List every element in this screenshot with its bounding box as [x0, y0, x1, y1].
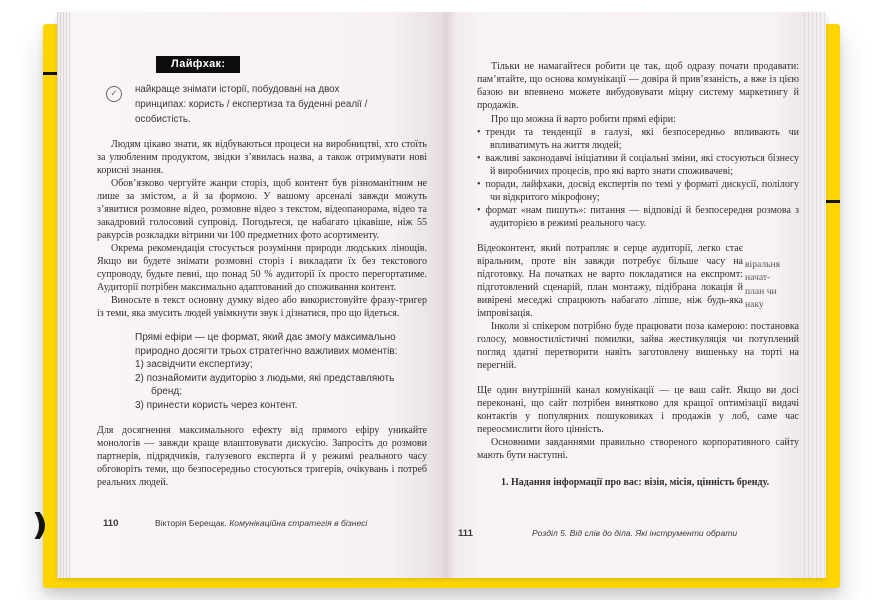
ghost-fragment: план чи — [745, 285, 777, 297]
footer-left — [103, 518, 367, 529]
lifehack-label: Лайфхак: — [156, 56, 240, 73]
body-paragraph: Інколи зі спікером потрібно буде працювати поза камерою: постановка голосу, мовностилістичні помилки, зайва жестикуляція чи потуплений погляд здатні перетворити навіть заготовлену вишеньку на торті на перегній. — [477, 321, 799, 371]
body-paragraph: Ще один внутрішній канал комунікації — це ваш сайт. Якщо ви досі переконані, що сайт потрібен винятково для кращої оптимізації видачі контактів у популярних пошуковиках і продажів у лоб, саме час переосмислити його цінність. — [477, 385, 799, 435]
list-item-text: формат «нам пишуть»: питання — відповіді й безпосередня розмова з аудиторією в режимі реального часу. — [485, 205, 799, 229]
callout-item: 1) засвідчити експертизу; — [135, 359, 253, 371]
list-item — [477, 178, 799, 204]
body-paragraph: Обов’язково чергуйте жанри сторіз, щоб контент був різноманітним не лише за змістом, а й за формою. У вашому арсеналі завжди можуть з’явитися розмовне відео, розмовне відео з текстом, відеопанорама, відео та закадровий голосовий супровід. Погодьтеся, це набагато цікавіше, ніж 55 ракурсів розкладки вітрини чи 100 предметних фото асортименту. — [97, 178, 427, 241]
page-edge-right — [804, 12, 826, 578]
bullet-icon: • — [477, 205, 481, 216]
callout-item: 3) принести користь через контент. — [135, 399, 298, 411]
page-left — [57, 12, 445, 578]
lifehack-block — [97, 54, 427, 127]
check-circle-icon: ✓ — [106, 86, 122, 102]
callout-intro: Прямі ефіри — це формат, який дає змогу максимально природно досягти трьох стратегічно важливих моментів: — [135, 332, 398, 357]
open-pages — [57, 12, 826, 578]
body-paragraph: Тільки не намагайтеся робити це так, щоб одразу почати продавати: пам’ятайте, що основа комунікації — довіра й прив’язаність, а вже із цією базою ви впевнено можете вибудовувати міцну систему маркетингу й продажів. — [477, 61, 799, 111]
ghost-fragment: віральня — [745, 259, 781, 270]
body-paragraph: Людям цікаво знати, як відбуваються процеси на виробництві, хто стоїть за улюбленим продуктом, звідки з’явилась назва, а також отримувати нові корисні знання. — [97, 139, 427, 176]
list-item — [477, 204, 799, 230]
page-edge-left — [57, 12, 71, 578]
bullet-icon: • — [477, 153, 481, 164]
body-paragraph: Окрема рекомендація стосується розуміння природи людських лінощів. Якщо ви будете знімати розмовні сторіз і викладати їх без текстового супроводу, будьте певні, що понад 50 % аудиторії їх просто перегортатиме. Аудиторії потрібен максимально адаптований до споживання контент. — [97, 243, 427, 293]
ghost-fragment: начат- — [745, 272, 771, 284]
callout-block — [135, 331, 427, 413]
footer-page-number: 111 — [458, 528, 473, 539]
bullet-icon: • — [477, 179, 481, 190]
list-intro: Про що можна й варто робити прямі ефіри: — [491, 114, 676, 125]
list-item — [477, 152, 799, 178]
ghost-fragment: наку — [745, 299, 764, 311]
list-item-text: тренди та тенденції в галузі, які безпосередньо впливають чи впливатимуть на життя людей; — [485, 127, 799, 151]
bullet-icon: • — [477, 127, 481, 138]
body-paragraph: Для досягнення максимального ефекту від прямого ефіру уникайте монологів — завжди краще влаштовувати дискусію. Запросіть до розмови партнерів, підрядчиків, галузевого експерта й у режимі реального часу обговоріть теми, що безпосередньо стосуються тригерів, очікувань і потреб реальних людей. — [97, 424, 427, 488]
footer-right — [458, 528, 737, 539]
footer-book-title: Комунікаційна стратегія в бізнесі — [229, 518, 368, 528]
body-paragraph: Виносьте в текст основну думку відео або використовуйте фразу-тригер із теми, яка змусить людей увімкнути звук і дізнатися, про що йдеться. — [97, 295, 427, 319]
body-paragraph: Основними завданнями правильно створеного корпоративного сайту мають бути наступні. — [477, 437, 799, 461]
ghost-text-fragments — [745, 258, 803, 312]
list-item-text: поради, лайфхаки, досвід експертів по темі у форматі дискусії, полілогу чи відкритого мікрофону; — [485, 179, 799, 203]
bullet-list — [477, 126, 799, 230]
cover-tick-left — [43, 72, 58, 75]
footer-page-number: 110 — [103, 518, 119, 529]
numbered-item: 1. Надання інформації про вас: візія, місія, цінність бренду. — [501, 477, 770, 488]
cover-art-glyph: ) — [31, 508, 49, 543]
body-paragraph: Відеоконтент, який потрапляє в серце аудиторії, легко стає віральним, проте він завжди потребує більше часу на підготовку. На початках не варто покладатися на експромт: підготовлений сценарій, план монтажу, підібрана локація й вивірені меседжі спрацюють набагато ліпше, ніж будь-яка імпровізація. — [477, 243, 743, 319]
footer-chapter-title: Розділ 5. Від слів до діла. Які інструменти обрати — [532, 528, 738, 538]
page-left-content — [97, 12, 427, 489]
list-item-text: важливі законодавчі ініціативи й соціальні зміни, які стосуються бізнесу й виробничих процесів, про які варто знати споживачеві; — [485, 153, 799, 177]
cover-tick-right — [825, 200, 840, 203]
lifehack-text: найкраще знімати історії, побудовані на двох принципах: користь / експертиза та буденні реалії / особистість. — [135, 84, 368, 125]
list-item — [477, 126, 799, 152]
page-right-content — [477, 12, 799, 490]
callout-item: 2) познайомити аудиторію з людьми, які представляють бренд; — [135, 372, 395, 398]
footer-author: Вікторія Берещак. — [155, 518, 230, 528]
